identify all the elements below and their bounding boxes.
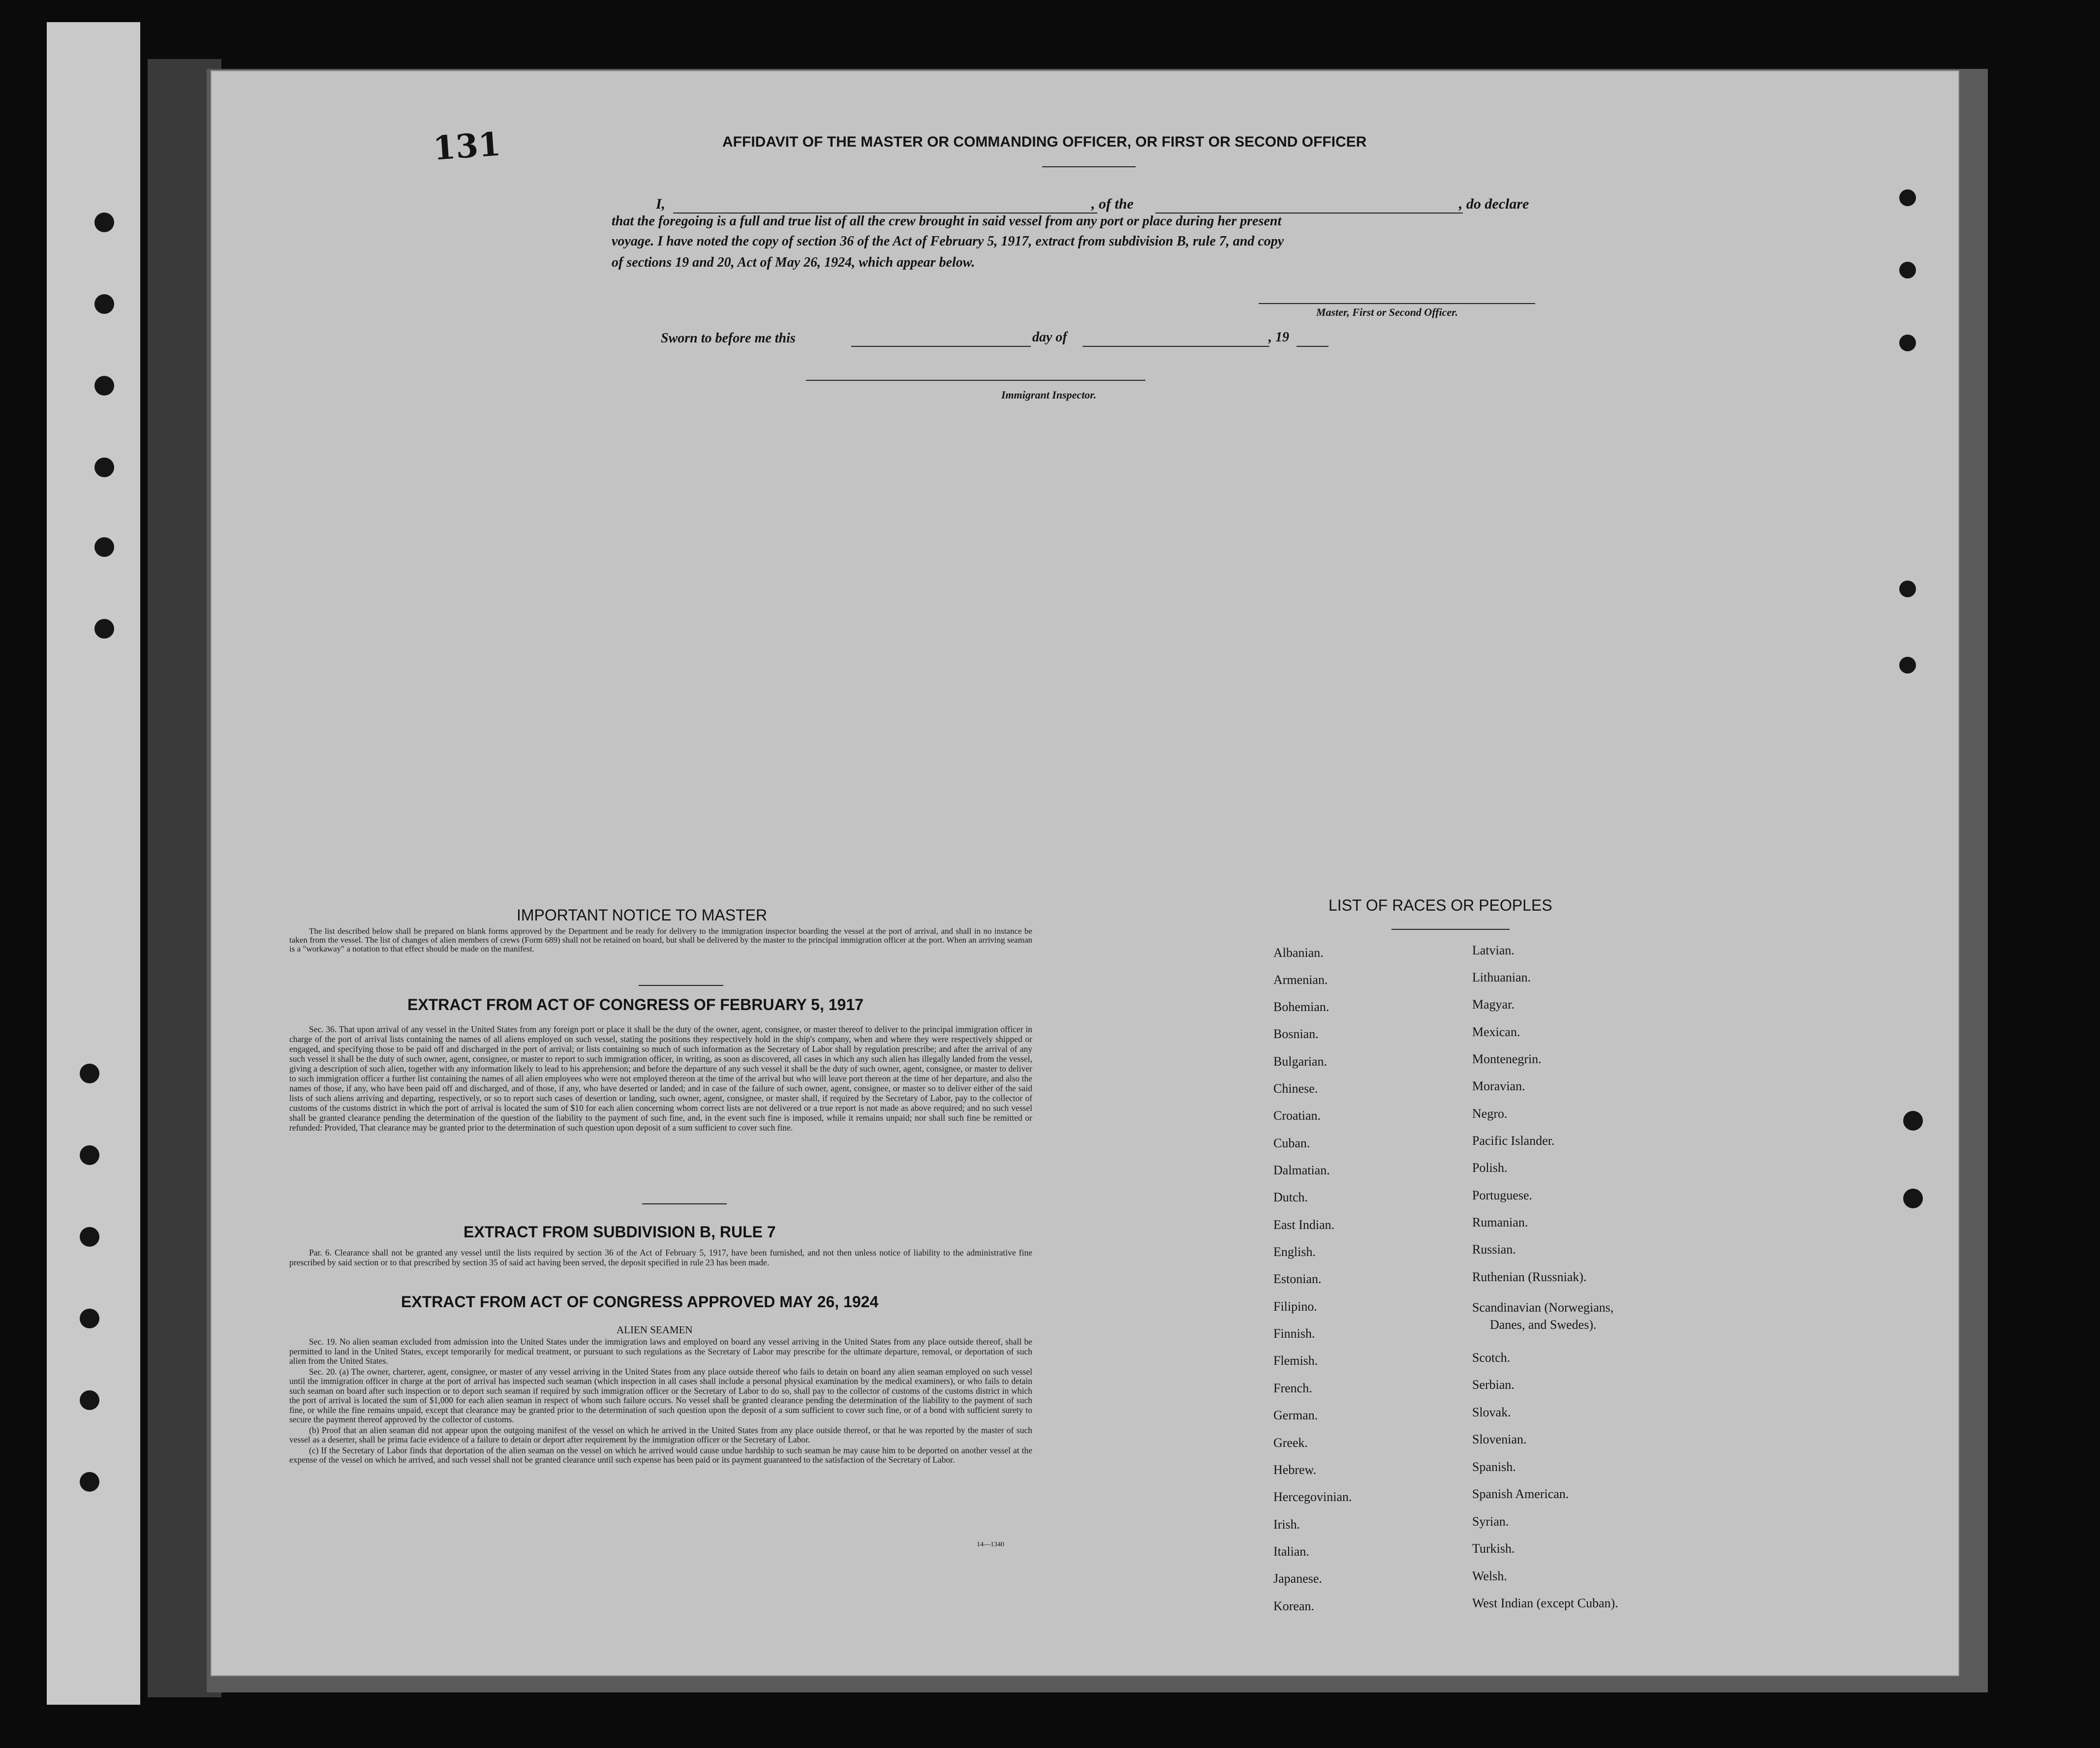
punch-hole: [1903, 1189, 1923, 1208]
race-item: Turkish.: [1472, 1541, 1515, 1556]
form-number: 14—1340: [977, 1541, 1004, 1548]
punch-hole: [80, 1309, 99, 1328]
inspector-signature-line: [806, 380, 1145, 381]
punch-hole: [94, 619, 114, 639]
race-item: Filipino.: [1273, 1299, 1317, 1314]
punch-hole: [1899, 262, 1916, 278]
race-item: Polish.: [1472, 1161, 1508, 1175]
year-blank-line: [1297, 346, 1328, 347]
race-item: German.: [1273, 1408, 1318, 1422]
race-item: Cuban.: [1273, 1136, 1310, 1150]
affidavit-i: I,: [656, 196, 666, 212]
race-item: Portuguese.: [1472, 1188, 1533, 1202]
sworn-label: Sworn to before me this: [661, 331, 796, 346]
race-item: Montenegrin.: [1472, 1052, 1542, 1066]
punch-hole: [94, 376, 114, 396]
section-36-paragraph: Sec. 36. That upon arrival of any vessel in the United States from any foreign port or place it shall be the duty of the owner, agent, consignee, or master thereof to deliver to the principal immigration officer in charge of the port of arrival lists containing the names of all aliens employed on such vessel, stating the positions they respectively hold in the ship's company, when and where they were respectively shipped or engaged, and specifying those to be paid off and discharged in the port of arrival; or lists containing so much of such information as the Secretary of Labor shall by regulation prescribe; and after the arrival of any such vessel it shall be the duty of such owner, agent, consignee, or master to report to such immigration officer, in writing, as soon as discovered, all cases in which any such alien has illegally landed from the vessel, giving a description of such alien, together with any information likely to lead to his apprehension; and before the departure of any such vessel it shall be the duty of such owner, agent, consignee, or master to deliver to such immigration officer a further list containing the names of all alien employees who were not employed thereon at the time of the arrival but who will leave port thereon at the time of her departure, and also the names of those, if any, who have been paid off and discharged, and of those, if any, who have deserted or landed; and in case of the failure of such owner, agent, consignee, or master so to deliver either of the said lists of such aliens arriving and departing, respectively, or so to report such cases of desertion or landing, such owner, agent, consignee, or master shall, if required by the Secretary of Labor, pay to the collector of customs of the customs district in which the port of arrival is located the sum of $10 for each alien concerning whom correct lists are not delivered or a true report is not made as above required; and no such vessel shall be granted clearance pending the determination of the question of the liability to the payment of such fine, and, in the event such fine is imposed, while it remains unpaid; nor shall such fine be remitted or refunded: Provided, That clearance may be granted prior to the determination of such question upon deposit of a sum sufficient to cover such fine.: [289, 1024, 1032, 1133]
extract-rule7-body: [289, 1248, 1032, 1268]
race-item: Pacific Islander.: [1472, 1134, 1555, 1148]
notice-paragraph: The list described below shall be prepared on blank forms approved by the Department and be ready for delivery to the immigration inspector boarding the vessel at the port of arrival, and shall in no instance be taken from the vessel. The list of changes of alien members of crews (Form 689) shall not be retained on board, but shall be delivered by the master to the principal immigration officer at the port. When an arriving seaman is a "workaway" a notation to that effect should be made on the manifest.: [289, 926, 1032, 953]
race-item: Japanese.: [1273, 1571, 1322, 1586]
race-item: English.: [1273, 1245, 1316, 1259]
race-item: Finnish.: [1273, 1326, 1315, 1341]
race-item: Lithuanian.: [1472, 970, 1531, 984]
master-signature-line: [1259, 303, 1535, 304]
race-item: Mexican.: [1472, 1025, 1520, 1039]
section-20a-paragraph: Sec. 20. (a) The owner, charterer, agent, consignee, or master of any vessel arriving in the United States from any place outside thereof who fails to detain on board any alien seaman employed on such vessel until the immigration officer in charge at the port of arrival has inspected such seaman (which inspection in all cases shall include a personal physical examination by the medical examiners), or who fails to detain such seaman on board after such inspection or to deport such seaman if required by such immigration officer or the Secretary of Labor to do so, shall pay to the collector of customs of the customs district in which the port of arrival is located the sum of $1,000 for each alien seaman in respect of whom such failure occurs. No vessel shall be granted clearance pending the determination of the liability to the payment of such fine, or while the fine remains unpaid, except that clearance may be granted prior to the determination of such question upon the deposit of a sum sufficient to cover such fine, or of a bond with sufficient surety to secure the payment thereof approved by the collector of customs.: [289, 1366, 1032, 1424]
punch-hole: [1903, 1111, 1923, 1131]
master-label: Master, First or Second Officer.: [1316, 306, 1458, 318]
race-item: Slovenian.: [1472, 1432, 1527, 1446]
affidavit-line-3: voyage. I have noted the copy of section 36 of the Act of February 5, 1917, extract from subdivision B, rule 7, and copy: [612, 234, 1284, 249]
sworn-day-line: [851, 346, 1031, 347]
section-divider: [639, 985, 723, 986]
race-item: Chinese.: [1273, 1081, 1318, 1096]
punch-hole: [80, 1064, 99, 1083]
race-item: Danes, and Swedes).: [1490, 1318, 1597, 1332]
race-item: Syrian.: [1472, 1514, 1509, 1529]
race-item: Bosnian.: [1273, 1027, 1319, 1041]
race-item: Latvian.: [1472, 943, 1514, 957]
punch-hole: [80, 1472, 99, 1492]
race-item: Korean.: [1273, 1599, 1315, 1613]
affidavit-title: AFFIDAVIT OF THE MASTER OR COMMANDING OFFICER, OR FIRST OR SECOND OFFICER: [722, 134, 1367, 150]
race-item: Albanian.: [1273, 946, 1324, 960]
alien-seamen-subtitle: ALIEN SEAMEN: [617, 1324, 693, 1336]
race-item: Magyar.: [1472, 997, 1514, 1012]
section-20c-paragraph: (c) If the Secretary of Labor finds that deportation of the alien seaman on the vessel on which he arrived would cause undue hardship to such seaman he may cause him to be deported on another vessel at the expense of the vessel on which he arrived, and such vessel shall not be granted clearance until such expense has been paid or its payment guaranteed to the satisfaction of the Secretary of Labor.: [289, 1445, 1032, 1465]
punch-hole: [94, 294, 114, 314]
section-20b-paragraph: (b) Proof that an alien seaman did not appear upon the outgoing manifest of the vessel on which he arrived in the United States from any place outside thereof, or that he was reported by the master of such vessel as a deserter, shall be prima facie evidence of a failure to detain or deport after requirement by the immigration officer or the Secretary of Labor.: [289, 1425, 1032, 1444]
punch-hole: [1899, 581, 1916, 597]
affidavit-line-4: of sections 19 and 20, Act of May 26, 1924, which appear below.: [612, 255, 975, 270]
punch-hole: [80, 1227, 99, 1247]
punch-hole: [94, 537, 114, 557]
race-item: Ruthenian (Russniak).: [1472, 1270, 1587, 1284]
race-item: Slovak.: [1472, 1405, 1511, 1419]
punch-hole: [80, 1145, 99, 1165]
race-item: French.: [1273, 1381, 1312, 1395]
race-item: Scandinavian (Norwegians,: [1472, 1300, 1614, 1315]
day-of-label: day of: [1032, 330, 1067, 345]
race-item: Rumanian.: [1472, 1215, 1528, 1229]
race-item: Welsh.: [1472, 1569, 1507, 1583]
race-item: Russian.: [1472, 1242, 1516, 1257]
races-title: LIST OF RACES OR PEOPLES: [1328, 896, 1552, 914]
extract-rule7-title: EXTRACT FROM SUBDIVISION B, RULE 7: [463, 1223, 776, 1241]
affidavit-of-the: , of the: [1091, 196, 1134, 212]
punch-hole: [1899, 657, 1916, 674]
punch-hole: [1899, 189, 1916, 206]
race-item: Spanish American.: [1472, 1487, 1569, 1501]
punch-hole: [94, 213, 114, 232]
affidavit-do-declare: , do declare: [1459, 196, 1529, 212]
race-item: Greek.: [1273, 1436, 1308, 1450]
notice-body: [289, 927, 1032, 954]
race-item: Spanish.: [1472, 1460, 1516, 1474]
extract-1917-body: [289, 1024, 1032, 1134]
extract-1924-body: [289, 1337, 1032, 1466]
race-item: West Indian (except Cuban).: [1472, 1596, 1618, 1610]
handwritten-page-number: 131: [432, 124, 502, 168]
race-item: Bulgarian.: [1273, 1054, 1328, 1069]
race-item: Flemish.: [1273, 1353, 1318, 1368]
affidavit-line-2: that the foregoing is a full and true list of all the crew brought in said vessel from any port or place during her present: [612, 214, 1282, 229]
race-item: Bohemian.: [1273, 1000, 1329, 1014]
race-item: East Indian.: [1273, 1218, 1335, 1232]
notice-title: IMPORTANT NOTICE TO MASTER: [517, 906, 768, 924]
punch-hole: [1899, 335, 1916, 351]
sworn-month-line: [1082, 346, 1269, 347]
section-divider: [642, 1203, 727, 1204]
race-item: Dutch.: [1273, 1190, 1308, 1204]
extract-1917-title: EXTRACT FROM ACT OF CONGRESS OF FEBRUARY 5, 1917: [407, 996, 864, 1013]
race-item: Irish.: [1273, 1517, 1300, 1532]
left-binding-strip: [47, 22, 140, 1705]
title-underline: [1042, 166, 1136, 167]
race-item: Estonian.: [1273, 1272, 1322, 1286]
punch-hole: [80, 1390, 99, 1410]
race-item: Negro.: [1472, 1106, 1508, 1121]
race-item: Italian.: [1273, 1544, 1309, 1559]
punch-hole: [94, 458, 114, 477]
section-19-paragraph: Sec. 19. No alien seaman excluded from admission into the United States under the immigration laws and employed on board any vessel arriving in the United States from any place outside thereof, shall be permitted to land in the United States, except temporarily for medical treatment, or pursuant to such regulations as the Secretary of Labor may prescribe for the ultimate departure, removal, or deportation of such alien from the United States.: [289, 1337, 1032, 1366]
race-item: Armenian.: [1273, 973, 1328, 987]
race-item: Serbian.: [1472, 1378, 1514, 1392]
race-item: Scotch.: [1472, 1350, 1511, 1365]
race-item: Croatian.: [1273, 1108, 1321, 1123]
extract-1924-title: EXTRACT FROM ACT OF CONGRESS APPROVED MAY 26, 1924: [401, 1293, 879, 1311]
paragraph-6: Par. 6. Clearance shall not be granted any vessel until the lists required by section 36 of the Act of February 5, 1917, have been furnished, and not then unless notice of liability to the administrative fine prescribed by said section or to that prescribed by section 35 of said act having been served, the deposit specified in rule 23 has been made.: [289, 1248, 1032, 1267]
year-label: , 19: [1268, 330, 1289, 345]
race-item: Hebrew.: [1273, 1463, 1317, 1477]
race-item: Hercegovinian.: [1273, 1490, 1352, 1504]
races-title-underline: [1391, 929, 1510, 930]
race-item: Moravian.: [1472, 1079, 1525, 1093]
inspector-label: Immigrant Inspector.: [1001, 389, 1097, 401]
race-item: Dalmatian.: [1273, 1163, 1330, 1177]
